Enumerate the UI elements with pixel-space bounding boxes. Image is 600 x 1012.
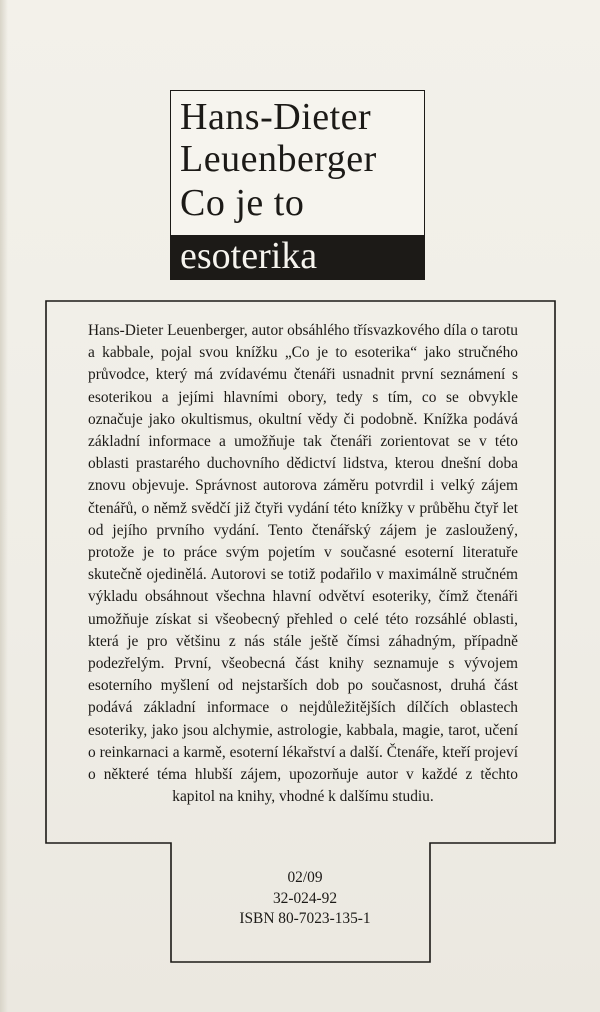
description-text <box>88 320 518 808</box>
publication-codes <box>230 868 380 930</box>
code-line-2: 32-024-92 <box>272 889 338 907</box>
author-last-name: Leuenberger <box>180 138 377 180</box>
code-line-1: 02/09 <box>287 869 323 886</box>
book-title-line1: Co je to <box>180 182 305 224</box>
book-title-line2: esoterika <box>180 235 318 277</box>
isbn-line: ISBN 80-7023-135-1 <box>239 910 371 927</box>
description-paragraph: Hans-Dieter Leuenberger, autor obsáhlého třísvazkového díla o tarotu a kabbale, pojal svou knížku „Co je to esoterika“ jako stručného průvodce, který má zvídavému čtenáři usnadnit první seznámení s esoterikou a jejími hlavními obory, tedy s tím, co se obvykle označuje jako okultismus, okultní vědy či podobně. Knížka podává základní informace a umožňuje tak čtenáři zorientovat se v této oblasti prastarého duchovního dědictví lidstva, kterou dnešní doba znovu objevuje. Správnost autorova záměru potvrdil i velký zájem čtenářů, o němž svědčí již čtyři vydání této knížky v průběhu čtyř let od jejího prvního vydání. Tento čtenářský zájem je zasloužený, protože je to práce svým pojetím v současné esoterní literatuře skutečně ojedinělá. Autorovi se totiž podařilo v maximálně stručném výkladu obsáhnout všechna hlavní odvětví esoteriky, čímž čtenáři umožňuje získat si všeobecný přehled o celé této rozsáhlé oblasti, která je pro většinu z nás stále ještě čímsi záhadným, případně podezřelým. První, všeobecná část knihy seznamuje s vývojem esoterního myšlení od nejstarších dob po současnost, druhá část podává základní informace o nejdůležitějších dílčích oblastech esoteriky, jako jsou alchymie, astrologie, kabbala, magie, tarot, učení o reinkarnaci a karmě, esoterní lékařství a další. Čtenáře, kteří projeví o některé téma hlubší zájem, upozorňuje autor v každé z těchto kapitol na knihy, vhodné k dalšímu studiu. <box>88 322 518 806</box>
author-first-name: Hans-Dieter <box>180 96 372 138</box>
